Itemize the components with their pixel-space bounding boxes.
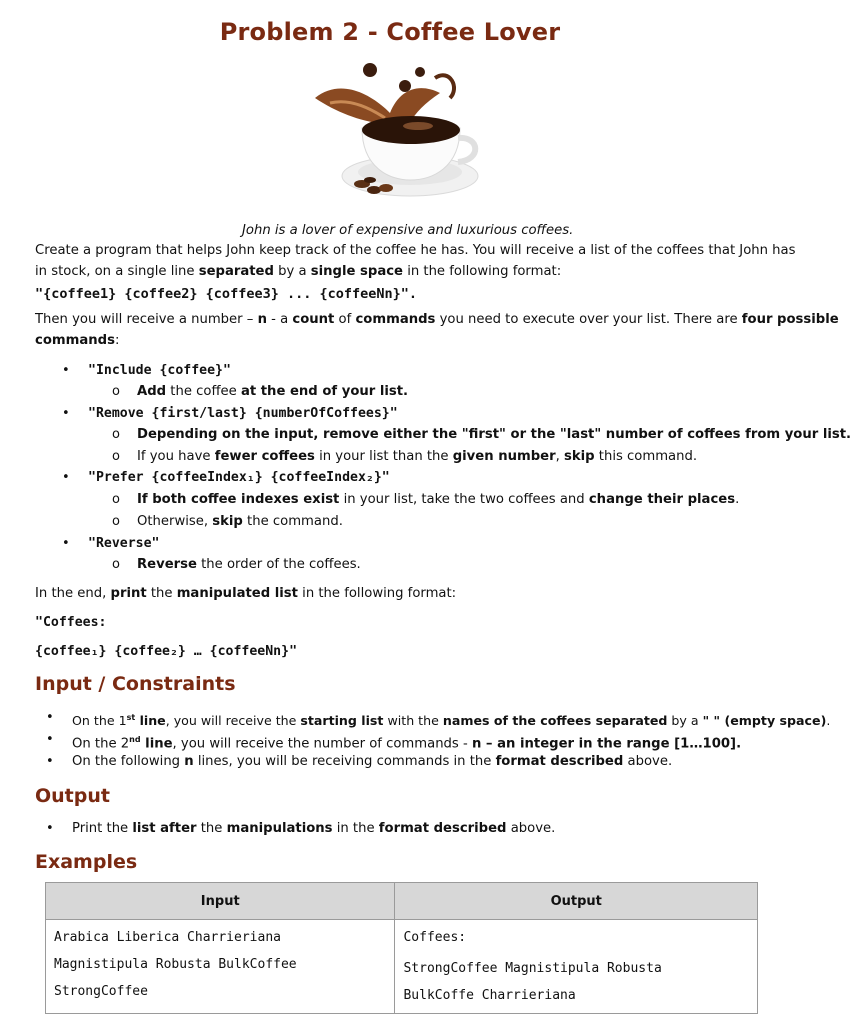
command-include-desc: Add the coffee at the end of your list. xyxy=(137,384,409,399)
bullet-icon: • xyxy=(46,732,54,747)
command-prefer-desc-2: Otherwise, skip the command. xyxy=(137,514,343,529)
output-format-line-1: "Coffees: xyxy=(35,615,107,630)
output-description: Print the list after the manipulations in the format described above. xyxy=(72,821,556,836)
input-constraint-1: On the 1st line, you will receive the starting list with the names of the coffees separated by a " " (empty space). xyxy=(72,713,831,729)
tagline: John is a lover of expensive and luxurious coffees. xyxy=(242,223,574,238)
bullet-icon: • xyxy=(46,754,54,769)
input-constraint-2: On the 2nd line, you will receive the number of commands - n – an integer in the range [1…100]. xyxy=(72,735,742,752)
bullet-icon: • xyxy=(46,821,54,836)
example-output-line: BulkCoffe Charrieriana xyxy=(403,988,576,1003)
sub-bullet-icon: o xyxy=(112,427,120,442)
bullet-icon: • xyxy=(62,363,70,378)
output-format-line-2: {coffee₁} {coffee₂} … {coffeeNn}" xyxy=(35,644,298,659)
command-prefer: "Prefer {coffeeIndex₁} {coffeeIndex₂}" xyxy=(88,470,390,485)
bullet-icon: • xyxy=(62,470,70,485)
sub-bullet-icon: o xyxy=(112,492,120,507)
example-output-cell xyxy=(395,920,758,1014)
table-row xyxy=(46,920,758,1014)
sub-bullet-icon: o xyxy=(112,514,120,529)
intro-paragraph-line-1: Create a program that helps John keep track of the coffee he has. You will receive a list of the coffees that John has xyxy=(35,243,796,258)
command-reverse-desc: Reverse the order of the coffees. xyxy=(137,557,361,572)
intro-paragraph-line-2: in stock, on a single line separated by a single space in the following format: xyxy=(35,264,562,279)
input-constraint-3: On the following n lines, you will be receiving commands in the format described above. xyxy=(72,754,673,769)
examples-heading: Examples xyxy=(35,851,138,873)
command-remove: "Remove {first/last} {numberOfCoffees}" xyxy=(88,406,398,421)
commands-paragraph-line-1: Then you will receive a number – n - a count of commands you need to execute over your list. There are four possible xyxy=(35,312,839,327)
examples-table xyxy=(45,882,758,1014)
bullet-icon: • xyxy=(62,536,70,551)
command-remove-desc-1: Depending on the input, remove either the "first" or the "last" number of coffees from your list. xyxy=(137,427,851,442)
example-input-line: Magnistipula Robusta BulkCoffee xyxy=(54,957,297,972)
command-include: "Include {coffee}" xyxy=(88,363,231,378)
example-input-line: Arabica Liberica Charrieriana xyxy=(54,930,281,945)
table-header-row xyxy=(46,883,758,920)
end-paragraph: In the end, print the manipulated list in the following format: xyxy=(35,586,457,601)
page-title: Problem 2 - Coffee Lover xyxy=(219,18,561,46)
input-column-header: Input xyxy=(46,883,395,920)
sub-bullet-icon: o xyxy=(112,384,120,399)
command-prefer-desc-1: If both coffee indexes exist in your list, take the two coffees and change their places. xyxy=(137,492,740,507)
bullet-icon: • xyxy=(46,710,54,725)
sub-bullet-icon: o xyxy=(112,557,120,572)
example-input-cell xyxy=(46,920,395,1014)
example-output-line: StrongCoffee Magnistipula Robusta xyxy=(403,961,662,976)
command-remove-desc-2: If you have fewer coffees in your list than the given number, skip this command. xyxy=(137,449,698,464)
input-constraints-heading: Input / Constraints xyxy=(35,673,236,695)
input-format: "{coffee1} {coffee2} {coffee3} ... {coffeeNn}". xyxy=(35,286,418,302)
output-heading: Output xyxy=(35,785,110,807)
output-column-header: Output xyxy=(395,883,758,920)
example-input-line: StrongCoffee xyxy=(54,984,148,999)
sub-bullet-icon: o xyxy=(112,449,120,464)
example-output-line: Coffees: xyxy=(403,930,467,945)
command-reverse: "Reverse" xyxy=(88,536,160,551)
bullet-icon: • xyxy=(62,406,70,421)
coffee-cup-illustration xyxy=(300,58,490,208)
commands-paragraph-line-2: commands: xyxy=(35,333,120,348)
